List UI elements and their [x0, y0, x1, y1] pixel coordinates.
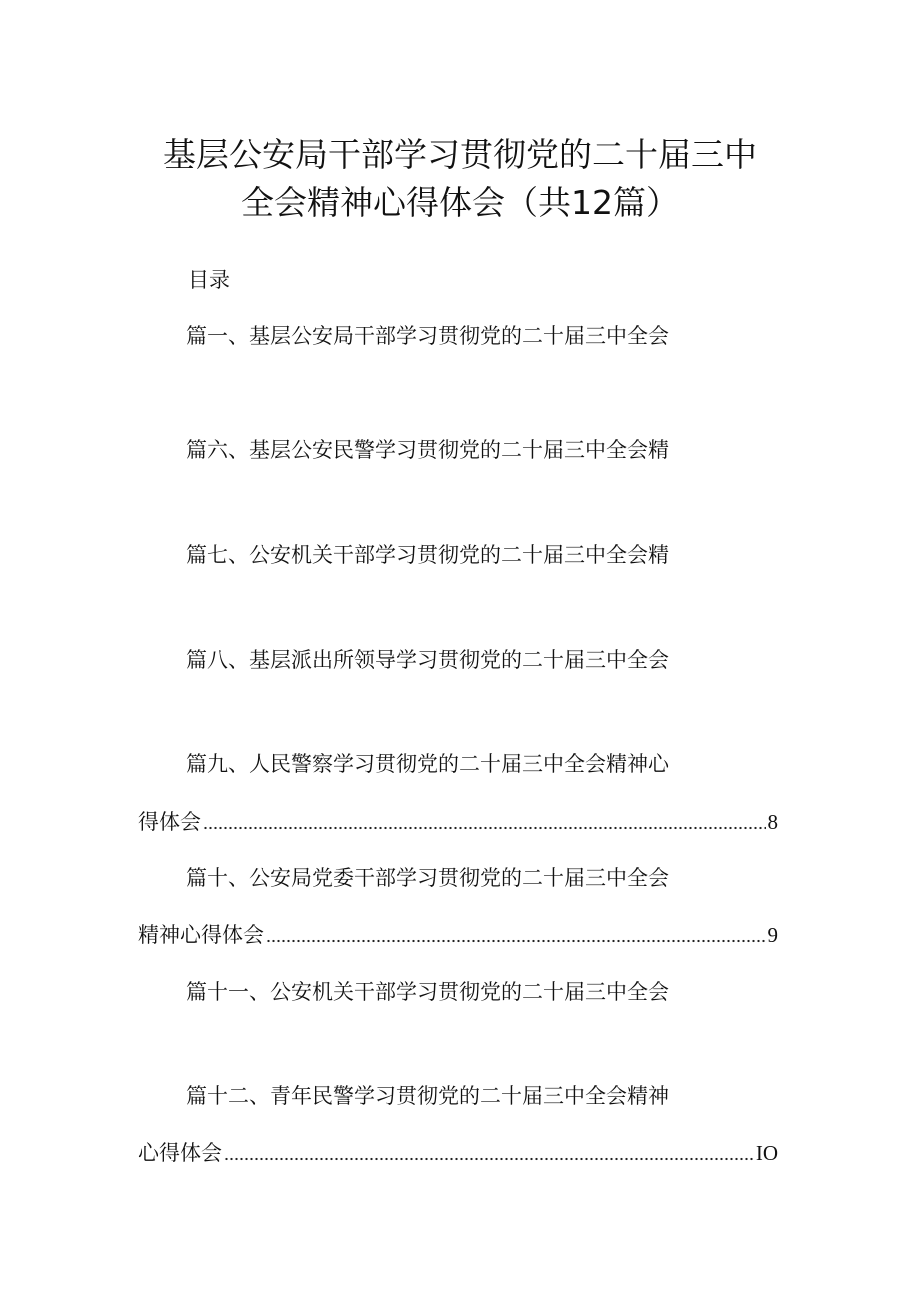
toc-entry-10-continuation[interactable] [138, 921, 778, 949]
document-title-line-1: 基层公安局干部学习贯彻党的二十届三中 [163, 135, 757, 174]
toc-entry-12-continuation-text: 心得体会 [138, 1141, 222, 1165]
toc-entry-10-continuation-text: 精神心得体会 [138, 923, 264, 947]
toc-entry-10-page-number: 9 [767, 923, 778, 947]
toc-entry-1[interactable]: 篇一、基层公安局干部学习贯彻党的二十届三中全会 [186, 324, 669, 348]
toc-entry-9[interactable]: 篇九、人民警察学习贯彻党的二十届三中全会精神心 [186, 752, 669, 776]
dot-leader [266, 939, 766, 943]
dot-leader [203, 826, 766, 830]
toc-entry-9-continuation[interactable] [138, 808, 778, 836]
document-title-line-2: 全会精神心得体会（共12篇） [241, 183, 679, 222]
toc-entry-10[interactable]: 篇十、公安局党委干部学习贯彻党的二十届三中全会 [186, 866, 669, 890]
toc-entry-12-continuation[interactable] [138, 1139, 778, 1167]
toc-entry-11[interactable]: 篇十一、公安机关干部学习贯彻党的二十届三中全会 [186, 980, 669, 1004]
dot-leader [224, 1157, 754, 1161]
toc-entry-9-page-number: 8 [767, 810, 778, 834]
toc-entry-12-page-number: IO [755, 1141, 778, 1165]
toc-entry-6[interactable]: 篇六、基层公安民警学习贯彻党的二十届三中全会精 [186, 438, 669, 462]
toc-entry-8[interactable]: 篇八、基层派出所领导学习贯彻党的二十届三中全会 [186, 648, 669, 672]
toc-entry-7[interactable]: 篇七、公安机关干部学习贯彻党的二十届三中全会精 [186, 543, 669, 567]
toc-entry-12[interactable]: 篇十二、青年民警学习贯彻党的二十届三中全会精神 [186, 1084, 669, 1108]
toc-heading: 目录 [188, 268, 230, 292]
toc-entry-9-continuation-text: 得体会 [138, 810, 201, 834]
